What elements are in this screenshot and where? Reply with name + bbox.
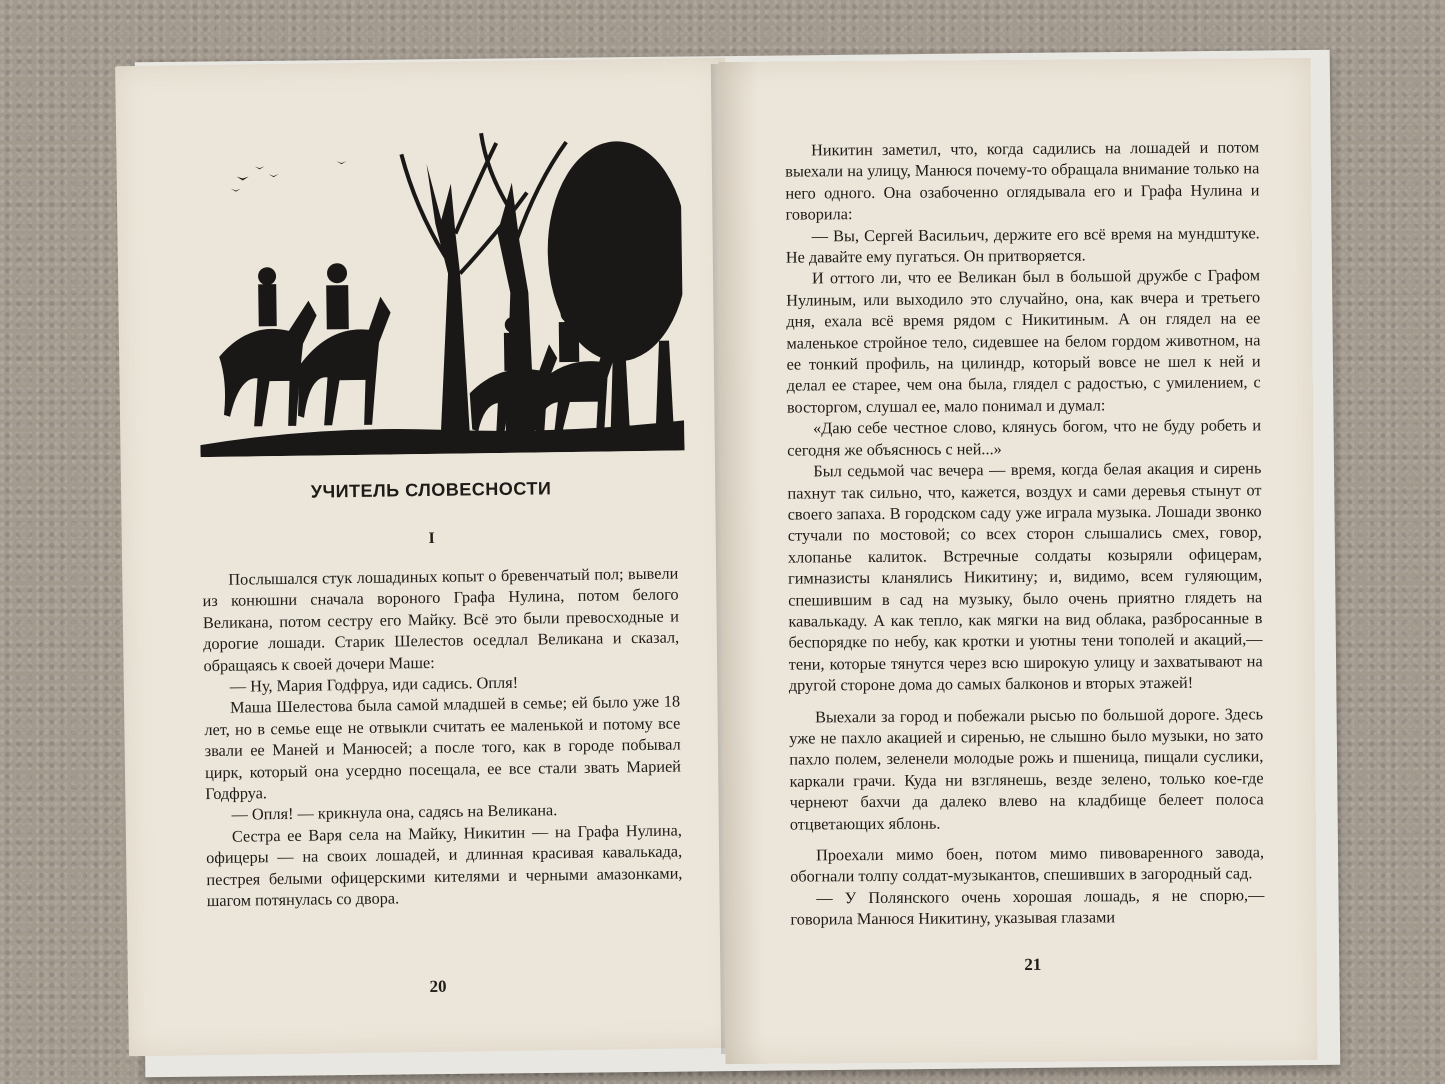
page-number-right: 21	[1024, 954, 1042, 974]
right-page	[719, 58, 1318, 1064]
left-page-text	[202, 562, 683, 911]
paragraph: — Опля! — крикнула она, садясь на Великана.	[231, 800, 558, 825]
page-number-left: 20	[429, 976, 447, 997]
paragraph: Выехали за город и побежали рысью по большой дороге. Здесь уже не пахло акацией и сиренью, не слышно было музыки, но зато пахло полем, зеленели молодые рожь и пшеница, пищали суслики, каркали грачи. Куда ни взглянешь, везде зелено, только кое-где чернеют бахчи да далеко влево на кладбище белеет полоса отцветающих яблонь.	[789, 703, 1264, 834]
paragraph: Никитин заметил, что, когда садились на лошадей и потом выехали на улицу, Манюся почему-то обращала внимание только на него одного. Она озабоченно оглядывала его и Графа Нулина и говорила:	[785, 137, 1260, 224]
chapter-number: I	[428, 529, 435, 547]
paragraph: «Даю себе честное слово, клянусь богом, что не буду робеть и сегодня же объяснюсь с ней...»	[787, 415, 1262, 460]
paragraph: — У Полянского очень хорошая лошадь, я не спорю,— говорила Манюся Никитину, указывая глазами	[790, 885, 1265, 929]
paragraph: Послышался стук лошадиных копыт о бревенчатый пол; вывели из конюшни сначала вороного Графа Нулина, потом белого Великана, потом сестру его Майку. Всё это были превосходные и дорогие лошади. Старик Шелестов оседлал Великана и сказал, обращаясь к своей дочери Маше:	[202, 563, 680, 675]
paragraph: Маша Шелестова была самой младшей в семье; ей было уже 18 лет, но в семье еще не отвыкли считать ее маленькой и потому все звали ее Маней и Манюсей; а после того, как в городе побывал цирк, который она усердно посещала, ее все стали звать Марией Годфруа.	[204, 691, 682, 804]
left-page	[115, 58, 739, 1056]
paragraph: Проехали мимо боен, потом мимо пивоваренного завода, обогнали толпу солдат-музыкантов, спешивших в загородный сад.	[790, 842, 1265, 887]
paragraph: — Вы, Сергей Васильич, держите его всё время на мундштуке. Не давайте ему пугаться. Он притворяется.	[785, 222, 1260, 267]
paragraph: — Ну, Мария Годфруа, иди садись. Опля!	[229, 672, 519, 696]
right-page-text	[785, 136, 1265, 930]
paragraph: И оттого ли, что ее Великан был в большой дружбе с Графом Нулиным, или выходило это случайно, она, как вчера и третьего дня, ехала всё время рядом с Никитиным. А он глядел на ее маленькое стройное тело, сидевшее на белом гордом животном, на ее тонкий профиль, на цилиндр, который вовсе не шел к ней и делал ее старее, чем она была, глядел с радостью, с умилением, с восторгом, слушал ее, мало понимал и думал:	[786, 265, 1261, 417]
chapter-title: УЧИТЕЛЬ СЛОВЕСНОСТИ	[310, 478, 552, 502]
paragraph: Сестра ее Варя села на Майку, Никитин — на Графа Нулина, офицеры — на своих лошадей, и длинная красивая кавалькада, пестрея белыми офицерскими кителями и черными амазонками, шагом потянулась со двора.	[206, 820, 683, 911]
riders-silhouette-illustration	[196, 120, 685, 457]
paragraph: Был седьмой час вечера — время, когда белая акация и сирень пахнут так сильно, что, кажется, воздух и сами деревья стынут от своего запаха. В городском саду уже играла музыка. Лошади звонко стучали по мостовой; со всех сторон слышались смех, говор, хлопанье калиток. Встречные солдаты козыряли офицерам, гимназисты кланялись Никитину; и, видимо, всем гуляющим, спешившим в сад на музыку, было очень приятно глядеть на кавалькаду. А как тепло, как мягки на вид облака, разбросанные в беспорядке по небу, как кротки и уютны тени тополей и акаций,— тени, которые тянутся через всю широкую улицу и захватывают на другой стороне дома до самых балконов и вторых этажей!	[787, 458, 1263, 695]
